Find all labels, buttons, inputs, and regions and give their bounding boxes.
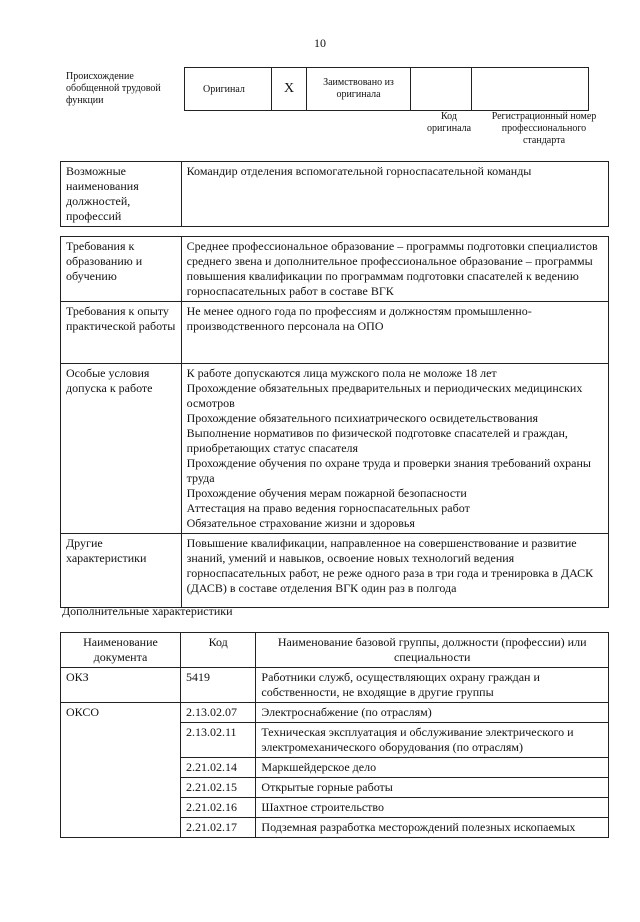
origin-table xyxy=(184,67,589,111)
table-row xyxy=(61,302,609,364)
page-number: 10 xyxy=(314,36,326,50)
original-mark: X xyxy=(272,68,307,111)
name-cell: Электроснабжение (по отраслям) xyxy=(256,703,609,723)
special-conditions-list xyxy=(181,364,608,534)
table-header-row xyxy=(61,633,609,668)
original-code-cell xyxy=(411,68,472,111)
code-caption: Код оригинала xyxy=(426,111,472,134)
list-item: Аттестация на право ведения горноспасательных работ xyxy=(186,501,470,515)
positions-table xyxy=(60,161,609,227)
list-item: Прохождение обучения по охране труда и проверки знания требований охраны труда xyxy=(186,456,591,485)
header-document: Наименование документа xyxy=(61,633,181,668)
list-item: Прохождение обучения мерам пожарной безопасности xyxy=(186,486,467,500)
education-label: Требования к образованию и обучению xyxy=(61,237,182,302)
code-cell: 5419 xyxy=(180,668,255,703)
doc-cell: ОКСО xyxy=(61,703,181,838)
experience-label: Требования к опыту практической работы xyxy=(61,302,182,364)
header-name: Наименование базовой группы, должности (профессии) или специальности xyxy=(256,633,609,668)
list-item: К работе допускаются лица мужского пола не моложе 18 лет xyxy=(186,366,497,380)
list-item: Обязательное страхование жизни и здоровья xyxy=(186,516,415,530)
name-cell: Подземная разработка месторождений полезных ископаемых xyxy=(256,818,609,838)
experience-value: Не менее одного года по профессиям и должностям промышленно-производственного персонала на ОПО xyxy=(181,302,608,364)
registration-caption: Регистрационный номер профессионального стандарта xyxy=(491,111,597,146)
name-cell: Шахтное строительство xyxy=(256,798,609,818)
special-conditions-label: Особые условия допуска к работе xyxy=(61,364,182,534)
table-row xyxy=(61,668,609,703)
classification-table xyxy=(60,632,609,838)
table-row xyxy=(61,703,609,723)
code-cell: 2.13.02.11 xyxy=(180,723,255,758)
table-row xyxy=(61,364,609,534)
other-value: Повышение квалификации, направленное на совершенствование и развитие знаний, умений и навыков, освоение новых технологий ведения горноспасательных работ, не реже одного раза в три года и тренировка в ДАСК (ДАСВ) в составе отделения ВГК один раз в полгода xyxy=(181,534,608,608)
registration-number-cell xyxy=(472,68,589,111)
education-value: Среднее профессиональное образование – программы подготовки специалистов среднего звена и дополнительное профессиональное образование – программы повышения квалификации по программам подготовки спасателей к ведению горноспасательных работ в составе ВГК xyxy=(181,237,608,302)
code-cell: 2.21.02.16 xyxy=(180,798,255,818)
positions-value: Командир отделения вспомогательной горноспасательной команды xyxy=(181,162,608,227)
list-item: Прохождение обязательных предварительных и периодических медицинских осмотров xyxy=(186,381,583,410)
borrowed-label: Заимствовано из оригинала xyxy=(307,68,411,111)
code-cell: 2.21.02.17 xyxy=(180,818,255,838)
name-cell: Открытые горные работы xyxy=(256,778,609,798)
code-cell: 2.13.02.07 xyxy=(180,703,255,723)
list-item: Прохождение обязательного психиатрического освидетельствования xyxy=(186,411,539,425)
table-row xyxy=(61,534,609,608)
table-row xyxy=(61,237,609,302)
positions-label: Возможные наименования должностей, профессий xyxy=(61,162,182,227)
list-item: Выполнение нормативов по физической подготовке спасателей и граждан, приобретающих статус спасателя xyxy=(186,426,568,455)
additional-heading: Дополнительные характеристики xyxy=(62,604,233,618)
origin-label: Происхождение обобщенной трудовой функции xyxy=(66,71,161,106)
name-cell: Работники служб, осуществляющих охрану граждан и собственности, не входящие в другие группы xyxy=(256,668,609,703)
code-cell: 2.21.02.14 xyxy=(180,758,255,778)
header-code: Код xyxy=(180,633,255,668)
original-label: Оригинал xyxy=(185,68,272,111)
other-label: Другие характеристики xyxy=(61,534,182,608)
code-cell: 2.21.02.15 xyxy=(180,778,255,798)
name-cell: Маркшейдерское дело xyxy=(256,758,609,778)
requirements-table xyxy=(60,236,609,608)
doc-cell: ОКЗ xyxy=(61,668,181,703)
name-cell: Техническая эксплуатация и обслуживание электрического и электромеханического оборудования (по отраслям) xyxy=(256,723,609,758)
